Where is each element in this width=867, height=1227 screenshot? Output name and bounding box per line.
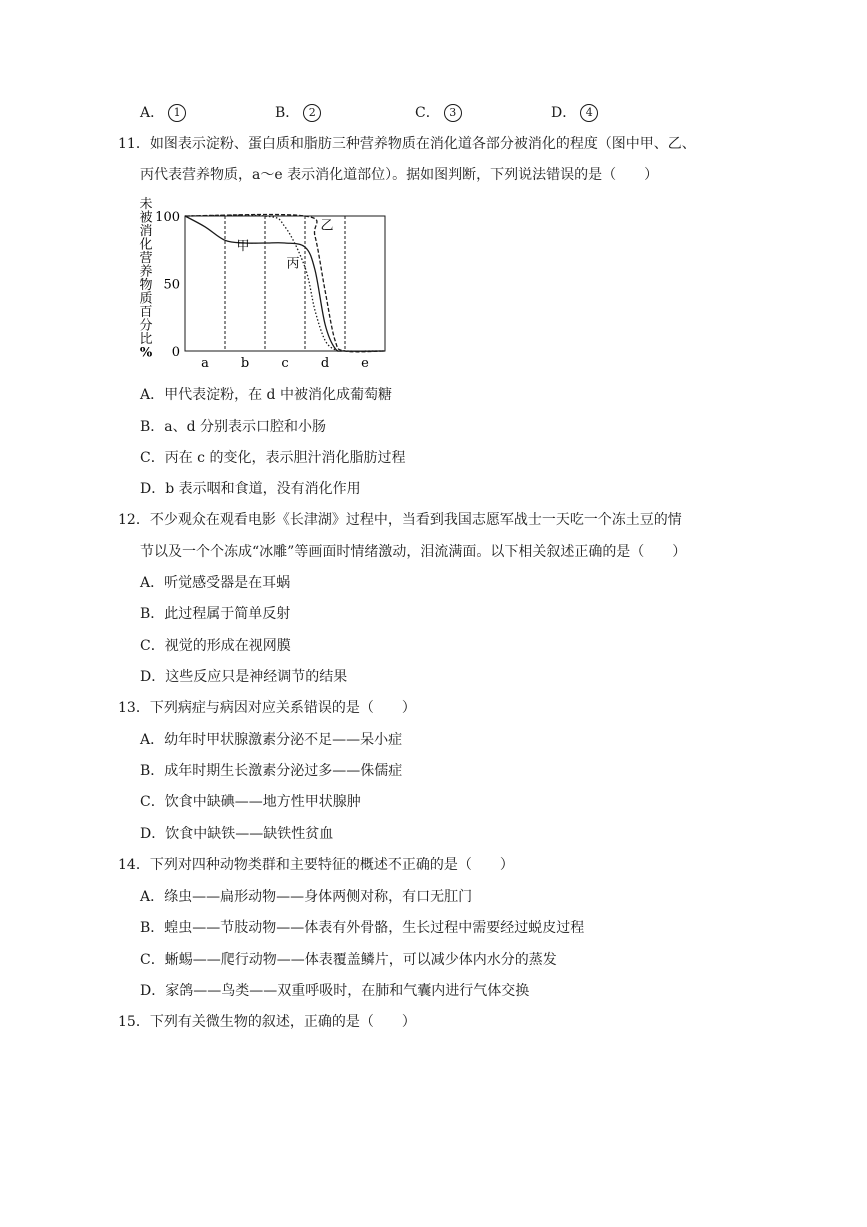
ylabel-char: 化	[139, 237, 153, 253]
ylabel-char: 百	[139, 305, 153, 320]
ylabel-char: %	[139, 345, 153, 361]
q12-option-d: D．这些反应只是神经调节的结果	[140, 669, 348, 685]
q10-option-d	[551, 103, 598, 123]
option-letter: D．	[551, 105, 577, 121]
digestion-chart	[138, 196, 398, 376]
q14-option-a: A．绦虫——扁形动物——身体两侧对称，有口无肛门	[140, 889, 473, 905]
circled-number: 1	[168, 104, 186, 122]
option-letter: C．	[415, 105, 440, 121]
q14-option-c: C．蜥蜴——爬行动物——体表覆盖鳞片，可以减少体内水分的蒸发	[140, 952, 557, 968]
ytick-label: 50	[163, 277, 180, 293]
option-letter: A．	[140, 105, 165, 121]
q12-option-a: A．听觉感受器是在耳蜗	[140, 575, 291, 591]
q11-option-a: A．甲代表淀粉，在 d 中被消化成葡萄糖	[140, 387, 392, 403]
circled-number: 3	[444, 104, 462, 122]
chart-yticks	[155, 210, 180, 360]
ylabel-char: 养	[139, 264, 153, 280]
q12-option-c: C．视觉的形成在视网膜	[140, 638, 291, 654]
q11-option-c: C．丙在 c 的变化，表示胆汁消化脂肪过程	[140, 450, 406, 466]
q11-option-d: D．b 表示咽和食道，没有消化作用	[140, 481, 361, 497]
q14-option-d: D．家鸽——鸟类——双重呼吸时，在肺和气囊内进行气体交换	[140, 983, 530, 999]
chart-series	[185, 215, 385, 352]
ylabel-char: 质	[139, 291, 153, 307]
q12-stem-line1: 12．不少观众在观看电影《长津湖》过程中，当看到我国志愿军战士一天吃一个冻土豆的情	[118, 512, 682, 528]
ytick-label: 100	[155, 210, 180, 225]
xcategory-label: d	[320, 356, 330, 371]
q13-option-b: B．成年时期生长激素分泌过多——侏儒症	[140, 763, 403, 779]
xcategory-label: e	[361, 356, 369, 371]
q11-stem-line1: 11．如图表示淀粉、蛋白质和脂肪三种营养物质在消化道各部分被消化的程度（图中甲、乙、	[118, 136, 696, 152]
q13-stem-line1: 13．下列病症与病因对应关系错误的是（ ）	[118, 700, 416, 716]
q15-stem-line1: 15．下列有关微生物的叙述，正确的是（ ）	[118, 1014, 416, 1030]
circled-number: 4	[580, 104, 598, 122]
q11-stem-line2: 丙代表营养物质，a～e 表示消化道部位）。据如图判断，下列说法错误的是（ ）	[140, 167, 659, 183]
option-letter: B．	[275, 105, 300, 121]
q11-option-b: B．a、d 分别表示口腔和小肠	[140, 419, 327, 435]
series-label: 乙	[320, 218, 334, 234]
chart-ylabel	[139, 196, 152, 361]
ylabel-char: 被	[139, 210, 153, 226]
xcategory-label: b	[240, 356, 250, 371]
series-line-丙	[185, 215, 385, 351]
q14-option-b: B．蝗虫——节肢动物——体表有外骨骼，生长过程中需要经过蜕皮过程	[140, 920, 585, 936]
xcategory-label: a	[201, 356, 209, 371]
ylabel-char: 比	[139, 332, 153, 347]
q10-option-a	[140, 103, 186, 123]
chart-frame	[185, 216, 385, 351]
q12-stem-line2: 节以及一个个冻成“冰雕”等画面时情绪激动，泪流满面。以下相关叙述正确的是（ ）	[140, 544, 687, 560]
series-label: 丙	[286, 256, 300, 272]
ytick-label: 0	[171, 345, 180, 360]
q13-option-c: C．饮食中缺碘——地方性甲状腺肿	[140, 794, 361, 810]
q13-option-a: A．幼年时甲状腺激素分泌不足——呆小症	[140, 732, 403, 748]
ylabel-char: 物	[139, 278, 153, 293]
q13-option-d: D．饮食中缺铁——缺铁性贫血	[140, 826, 334, 842]
q12-option-b: B．此过程属于简单反射	[140, 606, 291, 622]
series-line-乙	[185, 215, 385, 352]
series-label: 甲	[236, 238, 250, 254]
q10-option-c	[415, 103, 462, 123]
q10-option-b	[275, 103, 321, 123]
chart-xcategories	[201, 356, 369, 371]
xcategory-label: c	[281, 356, 289, 371]
circled-number: 2	[303, 104, 321, 122]
ylabel-char: 消	[139, 224, 153, 239]
q14-stem-line1: 14．下列对四种动物类群和主要特征的概述不正确的是（ ）	[118, 857, 514, 873]
ylabel-char: 分	[139, 318, 153, 334]
ylabel-char: 未	[139, 197, 153, 212]
series-line-甲	[185, 216, 385, 351]
ylabel-char: 营	[139, 251, 153, 266]
